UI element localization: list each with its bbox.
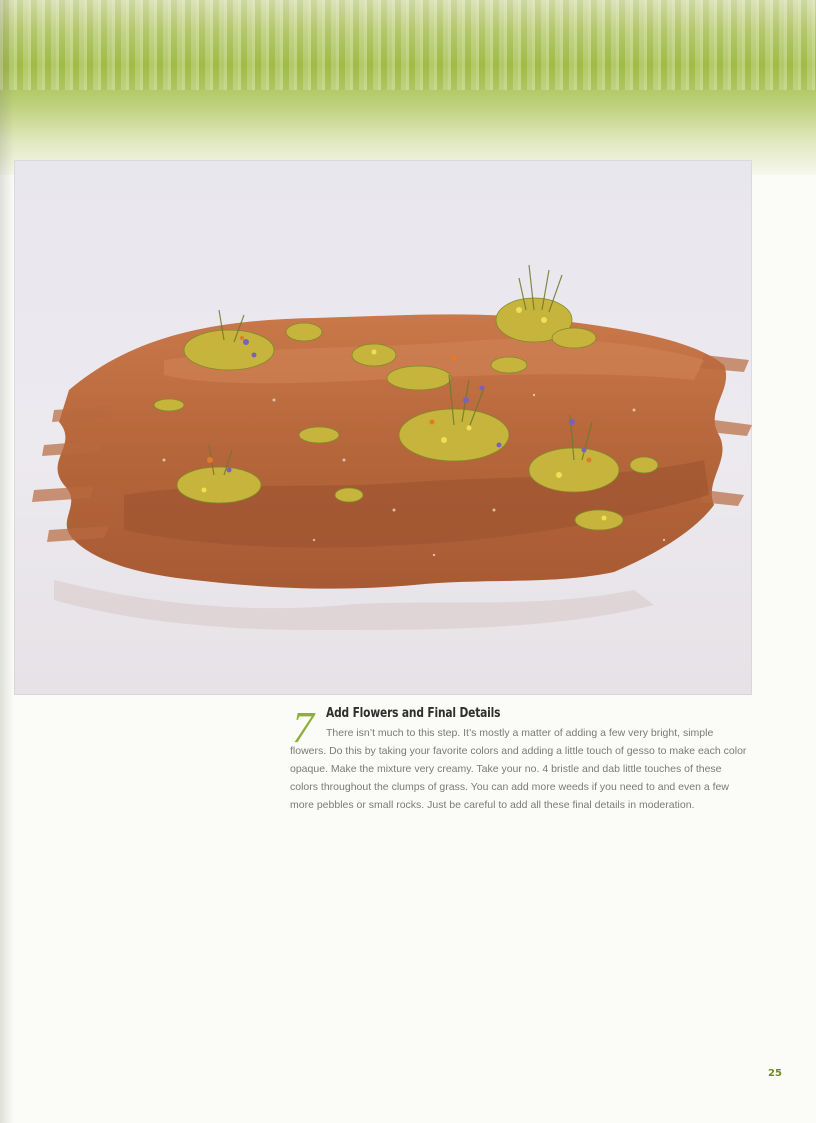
desert-painting-illustration: [14, 160, 752, 695]
page-number: 25: [768, 1068, 782, 1079]
page-spine-shadow: [0, 0, 14, 1123]
green-header-band: [0, 0, 816, 175]
step-body-text: There isn’t much to this step. It’s mostly a matter of adding a few very bright, simple flowers. Do this by taking your favorite colors and adding a little touch of gesso to make each color opaque. Make the mixture very creamy. Take your no. 4 bristle and dab little touches of these colors throughout the clumps of grass. You can add more weeds if you need to and even a few more pebbles or small rocks. Just be careful to add all these final details in moderation.: [290, 727, 747, 811]
step-title: Add Flowers and Final Details: [326, 706, 501, 721]
step-number: 7: [292, 703, 314, 752]
painting-canvas: [14, 160, 752, 695]
